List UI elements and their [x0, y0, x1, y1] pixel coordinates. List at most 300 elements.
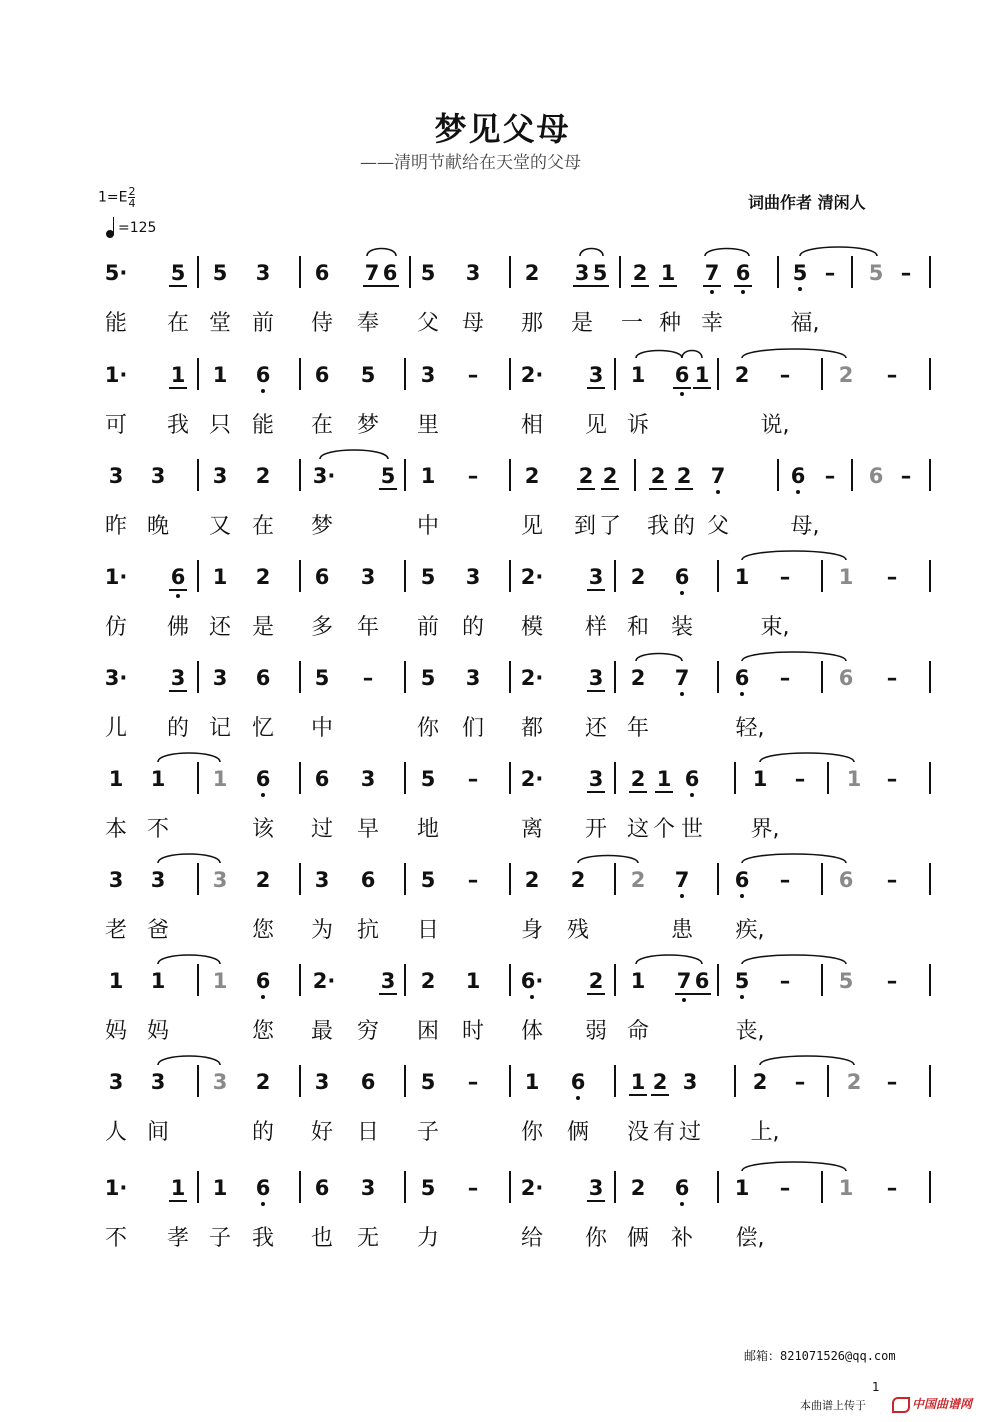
notation-line: [0, 839, 1005, 905]
lyric-char: 过: [678, 1120, 702, 1145]
low-octave-dot: [576, 1096, 580, 1100]
note: –: [900, 261, 912, 285]
lyric-char: 困: [416, 1019, 440, 1044]
notation-line: [0, 435, 1005, 501]
lyric-char: 子: [416, 1120, 440, 1145]
note: 2: [524, 868, 540, 892]
lyric-char: 最: [310, 1019, 334, 1044]
lyric-char: 侍: [310, 311, 334, 336]
lyric-char: 还: [208, 615, 232, 640]
lyric-char: 记: [208, 716, 232, 741]
lyric-char: 们: [461, 716, 485, 741]
note: 3: [465, 565, 481, 589]
note: 1: [752, 767, 768, 791]
note: 1: [734, 1176, 750, 1200]
note: 1: [170, 1176, 186, 1200]
lyric-char: 只: [208, 413, 232, 438]
lyric-char: 也: [310, 1226, 334, 1251]
note: 1: [108, 767, 124, 791]
lyric-char: 我: [646, 514, 670, 539]
low-octave-dot: [740, 995, 744, 999]
lyrics-line: [0, 913, 1005, 943]
low-octave-dot: [680, 392, 684, 396]
lyric-char: 梦: [310, 514, 334, 539]
note: –: [824, 464, 836, 488]
note: 1: [150, 767, 166, 791]
note: 1: [660, 261, 676, 285]
note: 1: [694, 363, 710, 387]
note: 1: [212, 363, 228, 387]
lyric-char: 该: [251, 817, 275, 842]
lyric-char: 忆: [251, 716, 275, 741]
note: –: [886, 868, 898, 892]
note: –: [779, 565, 791, 589]
note: –: [886, 565, 898, 589]
lyric-char: 轻,: [735, 716, 765, 741]
note: 7: [674, 666, 690, 690]
slur-arc: [580, 249, 603, 257]
note: 1: [212, 969, 228, 993]
lyric-char: 里: [416, 413, 440, 438]
lyric-char: 离: [520, 817, 544, 842]
note: 3: [588, 565, 604, 589]
note: –: [900, 464, 912, 488]
note: 2: [420, 969, 436, 993]
note: 7: [676, 969, 692, 993]
lyric-char: 前: [416, 615, 440, 640]
note: 6: [255, 666, 271, 690]
lyric-char: 本: [104, 817, 128, 842]
note: 6: [255, 767, 271, 791]
slur-arc: [158, 955, 220, 964]
tempo-value: =125: [118, 220, 157, 236]
lyric-char: 母,: [790, 514, 820, 539]
note: 1: [846, 767, 862, 791]
note: 1: [838, 565, 854, 589]
upload-note: 本曲谱上传于: [800, 1399, 866, 1412]
lyric-char: 个: [652, 817, 676, 842]
low-octave-dot: [690, 793, 694, 797]
note: 2: [652, 1070, 668, 1094]
lyric-char: 地: [416, 817, 440, 842]
lyric-char: 好: [310, 1120, 334, 1145]
lyric-char: 间: [146, 1120, 170, 1145]
lyrics-line: [0, 610, 1005, 640]
note: –: [886, 666, 898, 690]
note: 2: [570, 868, 586, 892]
lyric-char: 人: [104, 1120, 128, 1145]
lyric-char: 你: [584, 1226, 608, 1251]
note: 5: [592, 261, 608, 285]
lyric-char: 不: [146, 817, 170, 842]
lyric-char: 抗: [356, 918, 380, 943]
lyric-char: 福,: [790, 311, 820, 336]
note: 5: [380, 464, 396, 488]
lyric-char: 能: [251, 413, 275, 438]
note: 2: [255, 565, 271, 589]
lyric-char: 开: [584, 817, 608, 842]
note: 3: [574, 261, 590, 285]
note: –: [467, 767, 479, 791]
note: 5: [734, 969, 750, 993]
lyric-char: 的: [251, 1120, 275, 1145]
notation-line: [0, 940, 1005, 1006]
lyric-char: 还: [584, 716, 608, 741]
note: 6: [255, 363, 271, 387]
lyric-char: 多: [310, 615, 334, 640]
lyric-char: 父: [416, 311, 440, 336]
lyric-char: 穷: [356, 1019, 380, 1044]
note: 1·: [104, 1176, 128, 1200]
note: 3: [108, 868, 124, 892]
lyrics-line: [0, 812, 1005, 842]
note: 5: [792, 261, 808, 285]
slur-arc: [682, 351, 702, 359]
lyric-char: 残: [566, 918, 590, 943]
note: 1: [656, 767, 672, 791]
note: 6: [838, 666, 854, 690]
note: 3·: [104, 666, 128, 690]
lyric-char: 没: [626, 1120, 650, 1145]
note: 5: [420, 1070, 436, 1094]
lyric-char: 到: [573, 514, 597, 539]
note: 5: [420, 565, 436, 589]
slur-arc: [158, 1056, 220, 1065]
note: 3: [150, 868, 166, 892]
note: 2·: [520, 565, 544, 589]
lyric-char: 梦: [356, 413, 380, 438]
lyric-char: 有: [652, 1120, 676, 1145]
low-octave-dot: [741, 290, 745, 294]
note: 6: [314, 363, 330, 387]
note: 5: [314, 666, 330, 690]
note: –: [886, 1176, 898, 1200]
lyric-char: 补: [670, 1226, 694, 1251]
note: 1: [734, 565, 750, 589]
slur-arc: [158, 854, 220, 863]
note: 1: [212, 767, 228, 791]
note: 6: [790, 464, 806, 488]
note: 6: [734, 868, 750, 892]
note: 3: [588, 767, 604, 791]
lyric-char: 的: [166, 716, 190, 741]
key-label: 1=E: [98, 189, 128, 206]
lyric-char: 相: [520, 413, 544, 438]
note: –: [467, 1176, 479, 1200]
lyric-char: 儿: [104, 716, 128, 741]
lyric-char: 体: [520, 1019, 544, 1044]
note: –: [467, 464, 479, 488]
note: 3: [212, 1070, 228, 1094]
note: –: [467, 363, 479, 387]
note: –: [467, 868, 479, 892]
time-signature-top: 2: [128, 185, 136, 198]
lyric-char: 给: [520, 1226, 544, 1251]
note: 2·: [520, 363, 544, 387]
note: 1: [630, 1070, 646, 1094]
low-octave-dot: [680, 591, 684, 595]
note: 3: [314, 868, 330, 892]
note: 6: [868, 464, 884, 488]
lyric-char: 无: [356, 1226, 380, 1251]
lyrics-line: [0, 1014, 1005, 1044]
note: 3: [360, 565, 376, 589]
lyric-char: 可: [104, 413, 128, 438]
notation-line: [0, 536, 1005, 602]
lyric-char: 堂: [208, 311, 232, 336]
lyric-char: 幸: [700, 311, 724, 336]
slur-arc: [742, 551, 846, 560]
lyrics-line: [0, 1115, 1005, 1145]
slur-arc: [367, 249, 396, 257]
lyric-char: 年: [626, 716, 650, 741]
note: 2: [630, 868, 646, 892]
note: 1: [838, 1176, 854, 1200]
note: 2: [524, 261, 540, 285]
note: 2·: [520, 666, 544, 690]
note: 6: [734, 666, 750, 690]
note: 6·: [520, 969, 544, 993]
lyric-char: 母: [461, 311, 485, 336]
slur-arc: [320, 450, 388, 459]
lyric-char: 命: [626, 1019, 650, 1044]
lyric-char: 老: [104, 918, 128, 943]
lyrics-line: [0, 306, 1005, 336]
lyric-char: 不: [104, 1226, 128, 1251]
time-signature-bottom: 4: [128, 197, 136, 210]
note: 2: [524, 464, 540, 488]
note: 5: [868, 261, 884, 285]
note: –: [794, 767, 806, 791]
note: 6: [255, 969, 271, 993]
note: 7: [704, 261, 720, 285]
note: 5: [420, 261, 436, 285]
note: 6: [360, 1070, 376, 1094]
low-octave-dot: [261, 995, 265, 999]
note: 7: [710, 464, 726, 488]
note: –: [779, 666, 791, 690]
email-contact: 邮箱：821071526@qq.com: [744, 1349, 896, 1363]
lyric-char: 在: [310, 413, 334, 438]
note: 1: [212, 565, 228, 589]
lyric-char: 奉: [356, 311, 380, 336]
lyric-char: 时: [461, 1019, 485, 1044]
note: 2: [734, 363, 750, 387]
lyric-char: 装: [670, 615, 694, 640]
note: 1: [524, 1070, 540, 1094]
lyric-char: 父: [706, 514, 730, 539]
lyric-char: 俩: [626, 1226, 650, 1251]
low-octave-dot: [798, 287, 802, 291]
low-octave-dot: [261, 1202, 265, 1206]
note: 2: [632, 261, 648, 285]
note: –: [779, 868, 791, 892]
slur-arc: [705, 249, 749, 257]
note: 3: [170, 666, 186, 690]
low-octave-dot: [740, 692, 744, 696]
note: –: [779, 969, 791, 993]
note: 3·: [312, 464, 336, 488]
note: 6: [314, 261, 330, 285]
lyric-char: 和: [626, 615, 650, 640]
note: 6: [674, 363, 690, 387]
note: 5: [420, 666, 436, 690]
note: 2: [630, 767, 646, 791]
note: 3: [588, 666, 604, 690]
note: 2: [630, 1176, 646, 1200]
note: 6: [170, 565, 186, 589]
note: 3: [465, 261, 481, 285]
low-octave-dot: [680, 894, 684, 898]
lyric-char: 中: [416, 514, 440, 539]
note: 5: [420, 1176, 436, 1200]
lyric-char: 您: [251, 1019, 275, 1044]
note: 6: [314, 1176, 330, 1200]
lyric-char: 昨: [104, 514, 128, 539]
lyric-char: 束,: [760, 615, 790, 640]
lyric-char: 的: [672, 514, 696, 539]
note: –: [779, 363, 791, 387]
note: 2: [255, 464, 271, 488]
lyric-char: 是: [570, 311, 594, 336]
lyrics-line: [0, 1221, 1005, 1251]
note: 7: [364, 261, 380, 285]
note: 6: [382, 261, 398, 285]
lyric-char: 晚: [146, 514, 170, 539]
note: 6: [314, 565, 330, 589]
notation-line: [0, 637, 1005, 703]
note: 3: [150, 464, 166, 488]
note: 3: [314, 1070, 330, 1094]
notation-line: [0, 232, 1005, 298]
lyric-char: 年: [356, 615, 380, 640]
low-octave-dot: [796, 490, 800, 494]
note: 7: [674, 868, 690, 892]
note: –: [779, 1176, 791, 1200]
lyric-char: 一: [620, 311, 644, 336]
slur-arc: [742, 854, 846, 863]
note: –: [467, 1070, 479, 1094]
slur-arc: [158, 753, 220, 762]
note: 3: [108, 1070, 124, 1094]
slur-arc: [760, 1056, 854, 1065]
key-signature: [98, 186, 135, 209]
lyric-char: 弱: [584, 1019, 608, 1044]
lyric-char: 了: [598, 514, 622, 539]
lyric-char: 为: [310, 918, 334, 943]
low-octave-dot: [261, 793, 265, 797]
slur-arc: [742, 1162, 846, 1171]
lyric-char: 过: [310, 817, 334, 842]
note: 3: [212, 464, 228, 488]
note: 3: [150, 1070, 166, 1094]
note: 2: [630, 565, 646, 589]
lyric-char: 界,: [750, 817, 780, 842]
author-credit: 词曲作者 清闲人: [748, 193, 866, 212]
note: 2: [630, 666, 646, 690]
note: 6: [684, 767, 700, 791]
lyric-char: 能: [104, 311, 128, 336]
low-octave-dot: [716, 490, 720, 494]
note: 1·: [104, 565, 128, 589]
logo-mark-icon: [892, 1397, 910, 1413]
page-number: 1: [872, 1380, 880, 1394]
low-octave-dot: [740, 894, 744, 898]
slur-arc: [742, 349, 846, 358]
note: 6: [674, 565, 690, 589]
lyric-char: 的: [461, 615, 485, 640]
note: 5: [212, 261, 228, 285]
lyric-char: 是: [251, 615, 275, 640]
note: 2: [255, 868, 271, 892]
note: 2: [650, 464, 666, 488]
note: –: [362, 666, 374, 690]
note: 5: [420, 868, 436, 892]
lyric-char: 妈: [104, 1019, 128, 1044]
note: 2·: [520, 767, 544, 791]
lyric-char: 子: [208, 1226, 232, 1251]
notation-line: [0, 1041, 1005, 1107]
lyric-char: 仿: [104, 615, 128, 640]
note: 3: [588, 1176, 604, 1200]
note: 1: [170, 363, 186, 387]
note: 1: [465, 969, 481, 993]
note: 5: [838, 969, 854, 993]
slur-arc: [578, 856, 638, 864]
note: 6: [255, 1176, 271, 1200]
note: 2: [676, 464, 692, 488]
lyric-char: 样: [584, 615, 608, 640]
note: 2: [578, 464, 594, 488]
slur-arc: [742, 955, 846, 964]
note: 3: [380, 969, 396, 993]
note: 1: [212, 1176, 228, 1200]
note: 3: [465, 666, 481, 690]
lyric-char: 见: [520, 514, 544, 539]
notation-line: [0, 1147, 1005, 1213]
lyric-char: 世: [680, 817, 704, 842]
note: 6: [674, 1176, 690, 1200]
note: 6: [735, 261, 751, 285]
note: 6: [838, 868, 854, 892]
lyric-char: 妈: [146, 1019, 170, 1044]
note: –: [886, 969, 898, 993]
note: 2: [588, 969, 604, 993]
note: 3: [420, 363, 436, 387]
lyric-char: 种: [658, 311, 682, 336]
lyric-char: 上,: [750, 1120, 780, 1145]
lyric-char: 患: [670, 918, 694, 943]
note: 3: [212, 868, 228, 892]
note: 1·: [104, 363, 128, 387]
lyrics-line: [0, 711, 1005, 741]
low-octave-dot: [682, 998, 686, 1002]
note: 5: [420, 767, 436, 791]
lyrics-line: [0, 509, 1005, 539]
lyric-char: 爸: [146, 918, 170, 943]
low-octave-dot: [530, 995, 534, 999]
slur-arc: [742, 652, 846, 661]
note: 3: [588, 363, 604, 387]
note: 2: [602, 464, 618, 488]
note: 1: [630, 969, 646, 993]
note: 3: [255, 261, 271, 285]
lyric-char: 那: [520, 311, 544, 336]
note: 2: [752, 1070, 768, 1094]
lyric-char: 说,: [760, 413, 790, 438]
note: 5: [360, 363, 376, 387]
note: –: [824, 261, 836, 285]
